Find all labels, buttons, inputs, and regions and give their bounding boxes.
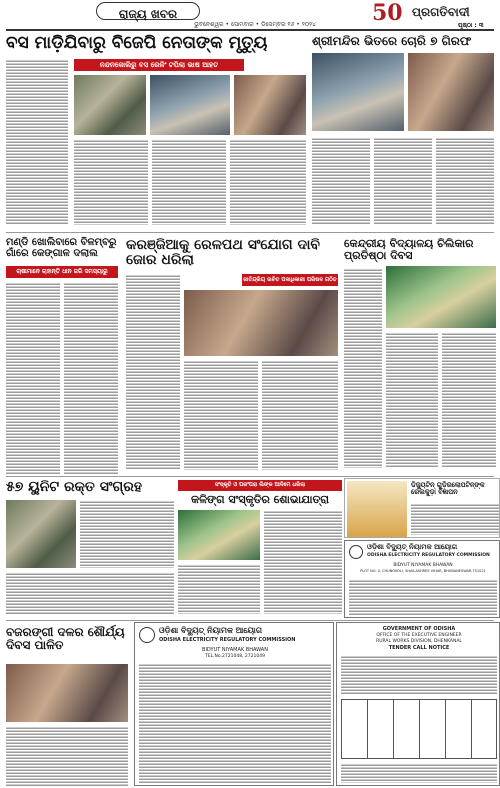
- section-title: ରାଜ୍ୟ ଖବର: [118, 7, 178, 21]
- bottom-emblem: [139, 627, 155, 643]
- blood-text-col1: [80, 500, 174, 568]
- bus-photo-2: [150, 75, 230, 135]
- temple-photo-1: [312, 53, 404, 131]
- bus-text-col1: [6, 59, 68, 225]
- tender-notice: [336, 622, 500, 786]
- rail-text-col3: [262, 360, 338, 470]
- blood-story: [0, 478, 175, 618]
- bajrangi-story: [0, 622, 132, 788]
- blood-text-col2: [6, 572, 174, 614]
- govt-notice: [344, 540, 500, 618]
- govt-notice-address: BIDYUT NIYAMAK BHAWAN: [393, 563, 453, 568]
- market-story: [0, 234, 120, 474]
- page-label: ପୃଷ୍ଠା : ୩: [458, 22, 484, 29]
- school-story: [344, 234, 500, 474]
- bus-text-col4: [230, 139, 306, 225]
- bottom-notice-title-en: ODISHA ELECTRICITY REGULATORY COMMISSION: [159, 637, 296, 643]
- rail-story: [122, 234, 342, 474]
- bus-headline: ବସ ମାଡ଼ିଯିବାରୁ ବିଜେପି ନେତାଙ୍କ ମୃତ୍ୟୁ: [6, 33, 268, 53]
- skin-ad-text: [411, 503, 499, 535]
- tender-sub3: TENDER CALL NOTICE: [388, 645, 450, 651]
- skin-ad-title: ଡିଜ୍ୟୁଟିନ୍ ଗୁଡ଼ିରଲୋପଟିନ୍ଙ୍କ ରେଲକୁଡ଼ା ବିଜ୍ଞାପନ: [411, 481, 485, 496]
- rail-banner: ଜାତିନ୍ଦ୍ରିୟ ଉଚିତ ପଦାଧିକାରୀ ପରିଷଦ ଗଠିତ: [242, 274, 338, 286]
- logo-number: 50: [372, 0, 403, 26]
- govt-emblem: [349, 545, 363, 559]
- school-headline: କେନ୍ଦ୍ରୀୟ ବିଦ୍ୟାଳୟ ଚିଲିକାର ପ୍ରତିଷ୍ଠା ଦିବସ: [344, 237, 474, 262]
- temple-headline: ଶ୍ରୀମନ୍ଦିର ଭିତରେ ଚୋରି ୭ ଗିରଫ: [312, 34, 472, 48]
- govt-notice-title: ଓଡ଼ିଶା ବିଦ୍ୟୁତ୍ ନିୟାମକ ଆୟୋଗ: [367, 543, 458, 551]
- tender-title: GOVERNMENT OF ODISHA: [382, 626, 456, 632]
- market-banner: ଚାଷୀମାନେ ଚାହାନ୍ତି ଧାନ ଜରି ସମସ୍ୟାରୁ: [6, 266, 118, 278]
- school-photo: [386, 266, 496, 328]
- market-text-col1: [6, 282, 60, 474]
- temple-story: [312, 31, 500, 231]
- bottom-notice-title: ଓଡ଼ିଶା ବିଦ୍ୟୁତ୍ ନିୟାମକ ଆୟୋଗ: [159, 626, 262, 635]
- govt-notice-title-en: ODISHA ELECTRICITY REGULATORY COMMISSION: [367, 553, 490, 558]
- bajrangi-photo: [6, 664, 128, 722]
- blood-photo: [6, 500, 76, 568]
- rail-photo: [184, 290, 338, 356]
- school-text-col3: [442, 332, 496, 468]
- govt-notice-address2: PLOT NO. 4, CHUNOKOLI, SHAILASHREE VIHAR, BHUBANESWAR-751021: [360, 569, 486, 573]
- divider-2: [6, 476, 494, 477]
- bus-photo-1: [74, 75, 146, 135]
- rail-text-col1: [126, 274, 180, 470]
- temple-text-col2: [374, 137, 432, 225]
- bus-story: [0, 31, 310, 231]
- divider-3: [6, 620, 494, 621]
- bottom-govt-notice: [134, 622, 334, 786]
- date-line: ଭୁବନେଶ୍ୱର • ସୋମବାର • ଡିସେମ୍ବର ୧୬ • ୨୦୨୪: [194, 21, 316, 28]
- bus-photo-3: [234, 75, 306, 135]
- bottom-notice-body: [139, 663, 331, 783]
- tender-sub: OFFICE OF THE EXECUTIVE ENGINEER: [376, 633, 462, 638]
- school-text-col1: [344, 268, 382, 468]
- tender-body: [341, 655, 497, 695]
- kalinga-photo: [178, 510, 260, 560]
- health-ad-graphic: [347, 481, 407, 537]
- bajrangi-headline: ବଜରଙ୍ଗୀ ଦଳର ଶୌର୍ଯ୍ୟ ଦିବସ ପାଳିତ: [6, 625, 125, 652]
- bus-text-col3: [152, 139, 226, 225]
- bus-banner: ନନ୍ଦନକୋଲିରୁ ବସ ରେଳିଂ ଟପିଲା ଭାଷ ଆହତ: [74, 59, 244, 71]
- tender-sub2: RURAL WORKS DIVISION, DHENKANAL: [376, 639, 462, 644]
- bottom-notice-address: BIDYUT NIYAMAK BHAWAN: [202, 647, 268, 653]
- market-headline: ମଣ୍ଡି ଖୋଲିବାରେ ବିଳମ୍ବରୁ ଗାଁରେ କେଙ୍ଗାଳ ଦଲାଲ: [6, 237, 117, 259]
- kalinga-headline: କଳିଙ୍ଗ ସଂସ୍କୃତିର ଶୋଭାଯାତ୍ରା: [190, 493, 330, 506]
- section-title-box: [96, 2, 200, 20]
- kalinga-text-col2: [178, 564, 260, 614]
- temple-text-col1: [312, 137, 370, 225]
- temple-text-col3: [436, 137, 494, 225]
- rail-headline: କରଞ୍ଜିଆକୁ ରେଳପଥ ସଂଯୋଗ ଦାବି ଜୋର ଧରିଲା: [126, 237, 320, 268]
- bajrangi-text: [6, 726, 128, 786]
- govt-notice-body: [349, 579, 497, 615]
- logo-text: ପ୍ରଗତିବାଦୀ: [412, 5, 470, 19]
- tender-footer: [341, 763, 497, 783]
- school-text-col2: [386, 332, 438, 468]
- rail-text-col2: [184, 360, 258, 470]
- bottom-notice-phone: TEL.No.2721048, 2721049: [205, 654, 265, 659]
- kalinga-banner: ସଂସ୍କୃତି ଓ ପରଂପରା ଲିଙ୍କ ଆଦିମେ ଧରିଲା: [178, 480, 342, 491]
- market-text-col2: [64, 282, 118, 474]
- health-ad: [344, 478, 500, 538]
- kalinga-story: [176, 478, 344, 618]
- kalinga-text-col1: [264, 510, 342, 614]
- tender-table: [341, 699, 497, 759]
- divider-1: [6, 232, 494, 233]
- masthead: [0, 0, 500, 30]
- bus-text-col2: [74, 139, 148, 225]
- temple-photo-2: [408, 53, 494, 131]
- blood-headline: ୫୭ ୟୁନିଟ ରକ୍ତ ସଂଗ୍ରହ: [6, 479, 143, 495]
